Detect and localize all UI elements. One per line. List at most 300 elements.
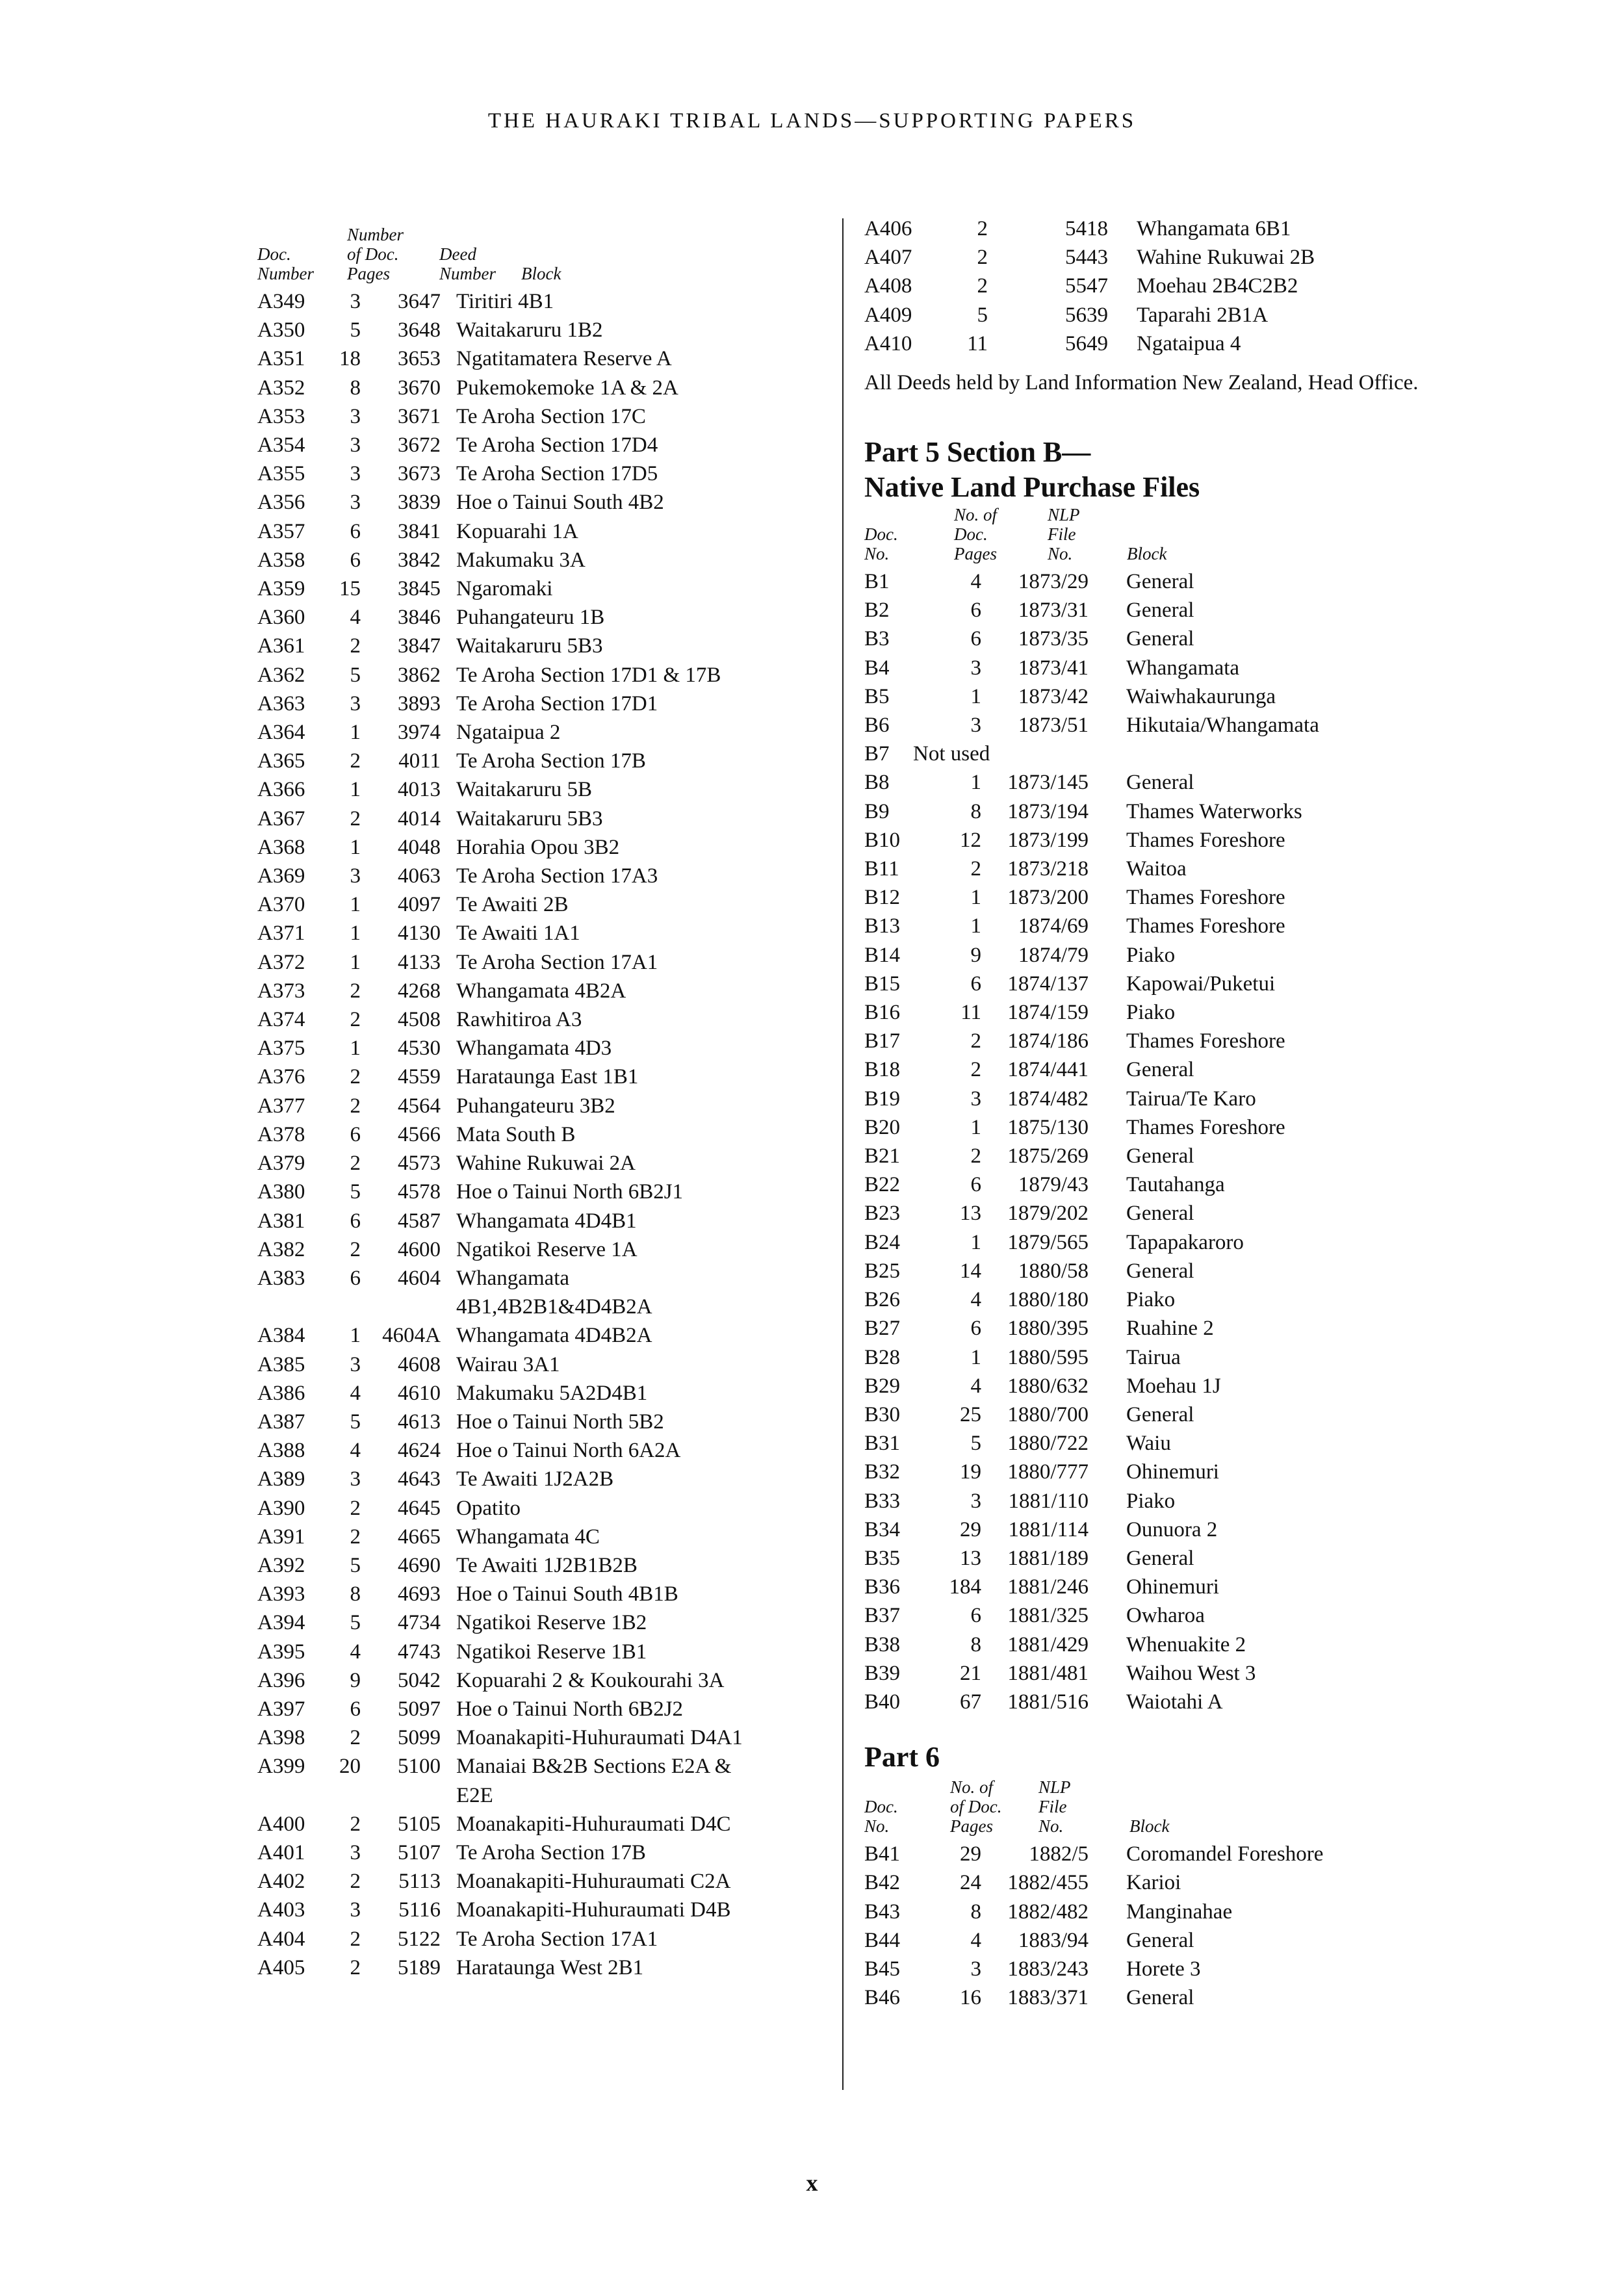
page-count: 8	[970, 1632, 981, 1656]
block-name: Waitakaruru 5B3	[456, 634, 603, 658]
table-row	[257, 1120, 829, 1149]
left-column	[257, 214, 829, 1982]
page-count: 1	[970, 1230, 981, 1254]
table-row	[257, 1925, 829, 1953]
file-number: 4559	[398, 1065, 441, 1089]
file-number: 5099	[398, 1726, 441, 1750]
file-number: 1881/189	[1007, 1546, 1089, 1570]
doc-number: B7	[864, 742, 890, 766]
doc-number: B46	[864, 1986, 901, 2010]
doc-number: A397	[257, 1697, 305, 1721]
page-count: 6	[970, 627, 981, 651]
doc-number: A392	[257, 1553, 305, 1577]
block-name: Te Aroha Section 17D5	[456, 462, 658, 486]
file-number: 5547	[1065, 274, 1108, 298]
page-count: 3	[970, 656, 981, 680]
page-count: 4	[970, 1288, 981, 1312]
file-number: 1880/595	[1007, 1345, 1089, 1369]
page-count: 1	[970, 1345, 981, 1369]
table-row	[257, 689, 829, 718]
page-count: 1	[350, 1324, 361, 1348]
file-number: 4573	[398, 1152, 441, 1176]
file-number: 1874/186	[1007, 1029, 1089, 1053]
page-count: 4	[970, 570, 981, 594]
doc-number: B39	[864, 1661, 901, 1685]
file-number: 4624	[398, 1439, 441, 1463]
page-count: 1	[350, 835, 361, 859]
block-name: Ruahine 2	[1126, 1317, 1214, 1341]
block-name: Makumaku 5A2D4B1	[456, 1381, 648, 1405]
doc-number: B19	[864, 1087, 901, 1111]
table-row	[864, 1285, 1462, 1314]
table-row	[864, 1630, 1462, 1659]
doc-number: A373	[257, 979, 305, 1003]
block-name: General	[1126, 1259, 1194, 1283]
file-number: 4014	[398, 806, 441, 831]
block-name: Thames Waterworks	[1126, 799, 1302, 823]
table-row	[864, 740, 1462, 768]
block-name: Waiwhakaurunga	[1126, 684, 1276, 708]
page-count: 8	[350, 1582, 361, 1606]
page-count: 8	[350, 376, 361, 400]
block-name: Wairau 3A1	[456, 1352, 560, 1376]
page-count: 3	[970, 714, 981, 738]
file-number: 1874/79	[1018, 943, 1089, 967]
file-number: 3893	[398, 691, 441, 715]
table-row	[257, 661, 829, 689]
page-count: 2	[350, 1152, 361, 1176]
file-number: 3842	[398, 548, 441, 572]
table-row	[257, 1723, 829, 1752]
page-count: 29	[960, 1517, 981, 1541]
block-name: Ngatikoi Reserve 1B2	[456, 1611, 647, 1635]
block-name: Piako	[1126, 943, 1176, 967]
header-nlp-file: NLP File No.	[1048, 505, 1080, 564]
doc-number: B6	[864, 714, 890, 738]
doc-number: B30	[864, 1402, 901, 1426]
table-row	[864, 711, 1462, 740]
page-count: 3	[350, 462, 361, 486]
page-count: 2	[350, 1237, 361, 1261]
file-number: 1883/94	[1018, 1928, 1089, 1952]
doc-number: B28	[864, 1345, 901, 1369]
file-number: 4133	[398, 950, 441, 974]
table-row	[257, 718, 829, 747]
block-name: Harataunga East 1B1	[456, 1065, 639, 1089]
table-row	[257, 805, 829, 833]
page-count: 1	[350, 721, 361, 745]
page-count: 2	[350, 1008, 361, 1032]
table-row	[257, 459, 829, 488]
doc-number: A349	[257, 290, 305, 313]
file-number: 4011	[398, 749, 441, 773]
doc-number: A383	[257, 1266, 305, 1290]
file-number: 3673	[398, 462, 441, 486]
block-name: Thames Foreshore	[1126, 914, 1285, 938]
doc-number: B31	[864, 1432, 901, 1456]
page-count: 6	[970, 599, 981, 623]
block-name: Ngatikoi Reserve 1A	[456, 1237, 638, 1261]
doc-number: A378	[257, 1122, 305, 1146]
part5-title-line1: Part 5 Section B—	[864, 436, 1091, 469]
file-number: 4048	[398, 835, 441, 859]
table-row	[864, 912, 1462, 940]
file-number: 5122	[398, 1927, 441, 1951]
table-row	[864, 1458, 1462, 1486]
page-count: 13	[960, 1546, 981, 1570]
page-count: 1	[350, 1037, 361, 1061]
block-name: Coromandel Foreshore	[1126, 1842, 1324, 1866]
page-count: 2	[350, 1065, 361, 1089]
doc-number: B45	[864, 1957, 901, 1981]
page-count: 5	[350, 1553, 361, 1577]
page-count: 5	[977, 303, 988, 327]
doc-number: A410	[864, 331, 912, 355]
file-number: 5100	[398, 1755, 441, 1779]
doc-number: A367	[257, 806, 305, 831]
file-number: 1879/565	[1007, 1230, 1089, 1254]
page-count: 12	[960, 828, 981, 852]
header-doc-pages: No. of Doc. Pages	[954, 505, 998, 564]
page-count: 21	[960, 1661, 981, 1685]
doc-number: B9	[864, 799, 890, 823]
file-number: 1880/395	[1007, 1317, 1089, 1341]
page-count: 184	[949, 1575, 981, 1599]
page-count: 19	[960, 1460, 981, 1484]
deeds-note: All Deeds held by Land Information New Zealand, Head Office.	[864, 371, 1419, 395]
page-count: 1	[970, 914, 981, 938]
file-number: 1880/58	[1018, 1259, 1089, 1283]
block-name: Wahine Rukuwai 2B	[1137, 246, 1315, 270]
table-row	[257, 574, 829, 603]
table-row	[257, 374, 829, 402]
block-name: Kopuarahi 1A	[456, 519, 578, 543]
table-row	[864, 1055, 1462, 1084]
table-row	[864, 1983, 1462, 2012]
table-row	[864, 1085, 1462, 1113]
doc-number: A393	[257, 1582, 305, 1606]
doc-number: A369	[257, 864, 305, 888]
block-name: Moanakapiti-Huhuraumati C2A	[456, 1870, 731, 1894]
block-name: Taparahi 2B1A	[1137, 303, 1269, 327]
file-number: 3974	[398, 721, 441, 745]
page-count: 6	[350, 519, 361, 543]
file-number: 1879/202	[1007, 1202, 1089, 1226]
doc-number: B5	[864, 684, 890, 708]
page-count: 18	[339, 347, 361, 371]
file-number: 4013	[398, 778, 441, 802]
file-number: 4693	[398, 1582, 441, 1606]
page-count: 2	[350, 1525, 361, 1549]
doc-number: B38	[864, 1632, 901, 1656]
page-count: 15	[339, 577, 361, 601]
block-name: Puhangateuru 1B	[456, 606, 605, 630]
table-row	[257, 1436, 829, 1465]
page-count: 3	[350, 491, 361, 515]
doc-number: B40	[864, 1690, 901, 1714]
table-row	[257, 1034, 829, 1063]
block-name: Whangamata 4C	[456, 1525, 600, 1549]
page-count: 5	[350, 1410, 361, 1434]
block-name: Waitakaruru 5B	[456, 778, 593, 802]
doc-number: A387	[257, 1410, 305, 1434]
block-name: Horete 3	[1126, 1957, 1201, 1981]
file-number: 5639	[1065, 303, 1108, 327]
doc-number: A405	[257, 1955, 305, 1979]
block-name: Whangamata 4D4B1	[456, 1209, 637, 1233]
table-row	[864, 1228, 1462, 1257]
file-number: 4604	[398, 1266, 441, 1290]
file-number: 1874/69	[1018, 914, 1089, 938]
doc-number: A353	[257, 404, 305, 428]
page-count: 8	[970, 799, 981, 823]
table-row	[864, 1544, 1462, 1573]
file-number: 4604A	[382, 1324, 441, 1348]
page-count: 3	[970, 1087, 981, 1111]
file-number: 1881/325	[1007, 1604, 1089, 1628]
file-number: 4743	[398, 1640, 441, 1664]
page-count: 5	[350, 663, 361, 687]
page-count: 2	[350, 1870, 361, 1894]
file-number: 4608	[398, 1352, 441, 1376]
doc-number: A371	[257, 921, 305, 946]
doc-number: B15	[864, 972, 901, 996]
table-row	[257, 546, 829, 574]
doc-number: B24	[864, 1230, 901, 1254]
doc-number: B3	[864, 627, 890, 651]
doc-number: A409	[864, 303, 912, 327]
doc-number: B2	[864, 599, 890, 623]
page-count: 2	[350, 1955, 361, 1979]
page-count: 2	[350, 1726, 361, 1750]
file-number: 1879/43	[1018, 1173, 1089, 1197]
page-count: 3	[350, 433, 361, 457]
block-name: Horahia Opou 3B2	[456, 835, 620, 859]
table-row	[257, 488, 829, 517]
header-doc-no: Doc. No.	[864, 1797, 898, 1836]
block-name: Te Aroha Section 17A1	[456, 1927, 658, 1951]
page-count: 2	[350, 1094, 361, 1118]
block-name: Te Aroha Section 17D1 & 17B	[456, 663, 721, 687]
doc-number: B11	[864, 857, 899, 881]
doc-number: A407	[864, 246, 912, 270]
file-number: 4578	[398, 1180, 441, 1204]
block-name: General	[1126, 1058, 1194, 1082]
page-count: 2	[977, 246, 988, 270]
block-name: General	[1126, 1202, 1194, 1226]
file-number: 5116	[398, 1898, 441, 1922]
doc-number: A350	[257, 318, 305, 342]
doc-number: A386	[257, 1381, 305, 1405]
file-number: 4645	[398, 1496, 441, 1520]
page-count: 2	[977, 274, 988, 298]
doc-number: A368	[257, 835, 305, 859]
doc-number: B12	[864, 886, 901, 910]
page-count: 3	[350, 1467, 361, 1491]
table-row	[864, 768, 1462, 797]
block-name: Te Aroha Section 17C	[456, 404, 646, 428]
column-divider	[842, 218, 844, 2090]
file-number: 4587	[398, 1209, 441, 1233]
doc-number: A360	[257, 606, 305, 630]
file-number: 1875/130	[1007, 1115, 1089, 1139]
doc-number: B1	[864, 570, 890, 594]
doc-number: A379	[257, 1152, 305, 1176]
file-number: 3653	[398, 347, 441, 371]
doc-number: A372	[257, 950, 305, 974]
file-number: 3845	[398, 577, 441, 601]
block-name: General	[1126, 771, 1194, 795]
table-row	[257, 1896, 829, 1924]
table-row	[864, 826, 1462, 855]
block-name: Waihou West 3	[1126, 1661, 1256, 1685]
doc-number: A376	[257, 1065, 305, 1089]
table-row	[257, 890, 829, 919]
page-count: 29	[960, 1842, 981, 1866]
table-row	[864, 243, 1462, 272]
table-row	[864, 1840, 1462, 1868]
block-name: Hikutaia/Whangamata	[1126, 714, 1319, 738]
file-number: 4063	[398, 864, 441, 888]
part6-title: Part 6	[864, 1741, 940, 1773]
header-block: Block	[1129, 1816, 1170, 1836]
file-number: 1873/29	[1018, 570, 1089, 594]
page-count: 6	[350, 1697, 361, 1721]
header-doc-number: Doc. Number	[257, 244, 314, 283]
doc-number: B16	[864, 1001, 901, 1025]
page-count: 6	[970, 1317, 981, 1341]
file-number: 4566	[398, 1122, 441, 1146]
table-row	[257, 833, 829, 862]
file-number: 1881/114	[1008, 1517, 1089, 1541]
doc-number: A394	[257, 1611, 305, 1635]
page-count: 5	[970, 1432, 981, 1456]
file-number: 1882/482	[1007, 1900, 1089, 1924]
table-row	[864, 1372, 1462, 1400]
block-name: Te Awaiti 1J2B1B2B	[456, 1553, 638, 1577]
page-count: 2	[977, 217, 988, 240]
page-count: 4	[350, 1381, 361, 1405]
page-count: 3	[350, 1840, 361, 1864]
doc-number: A390	[257, 1496, 305, 1520]
block-name: Moanakapiti-Huhuraumati D4A1	[456, 1726, 743, 1750]
table-row	[257, 1666, 829, 1695]
doc-number: A365	[257, 749, 305, 773]
table-row	[257, 1408, 829, 1436]
doc-number: A400	[257, 1812, 305, 1836]
doc-number: A402	[257, 1870, 305, 1894]
table-row	[864, 998, 1462, 1027]
doc-number: B41	[864, 1842, 901, 1866]
page-count: 1	[970, 886, 981, 910]
block-name: Te Aroha Section 17A1	[456, 950, 658, 974]
block-name: Moehau 2B4C2B2	[1137, 274, 1298, 298]
table-row	[864, 214, 1462, 243]
file-number: 1880/777	[1007, 1460, 1089, 1484]
table-row	[864, 1199, 1462, 1228]
doc-number: A380	[257, 1180, 305, 1204]
doc-number: A401	[257, 1840, 305, 1864]
file-number: 3839	[398, 491, 441, 515]
block-name: Ngataipua 4	[1137, 331, 1241, 355]
file-number: 1883/371	[1007, 1986, 1089, 2010]
page-number: x	[806, 2170, 818, 2196]
file-number: 1873/200	[1007, 886, 1089, 910]
block-name: Tairua	[1126, 1345, 1181, 1369]
file-number: 4643	[398, 1467, 441, 1491]
block-name: Te Awaiti 2B	[456, 893, 569, 917]
doc-number: A403	[257, 1898, 305, 1922]
table-row	[257, 431, 829, 459]
file-number: 5189	[398, 1955, 441, 1979]
file-number: 3648	[398, 318, 441, 342]
doc-number: B37	[864, 1604, 901, 1628]
page-count: 20	[339, 1755, 361, 1779]
table-row	[257, 919, 829, 947]
page-count: 2	[350, 806, 361, 831]
table-row	[864, 797, 1462, 826]
table-row	[864, 682, 1462, 711]
page-count: 1	[970, 771, 981, 795]
doc-number: A359	[257, 577, 305, 601]
running-header: THE HAURAKI TRIBAL LANDS—SUPPORTING PAPERS	[487, 109, 1137, 133]
table-row	[864, 883, 1462, 912]
table-row	[257, 344, 829, 373]
block-name: Hoe o Tainui South 4B1B	[456, 1582, 678, 1606]
block-name: Karioi	[1126, 1871, 1181, 1895]
page-count: 3	[970, 1957, 981, 1981]
block-name: Piako	[1126, 1288, 1176, 1312]
table-row	[864, 1314, 1462, 1343]
file-number: 4600	[398, 1237, 441, 1261]
block-name: Ngatikoi Reserve 1B1	[456, 1640, 647, 1664]
table-row	[864, 1955, 1462, 1983]
page-count: 3	[350, 691, 361, 715]
page-count: 6	[350, 1122, 361, 1146]
doc-number: B10	[864, 828, 901, 852]
header-deed-number: Deed Number	[439, 244, 496, 283]
doc-number: B22	[864, 1173, 901, 1197]
page-count: 11	[967, 331, 988, 355]
file-number: 4268	[398, 979, 441, 1003]
block-name: Kopuarahi 2 & Koukourahi 3A	[456, 1668, 725, 1692]
table-row	[257, 977, 829, 1005]
page-count: 3	[350, 1898, 361, 1922]
block-name: Ngataipua 2	[456, 721, 561, 745]
table-row	[257, 1149, 829, 1178]
page-count: 1	[350, 778, 361, 802]
table-row	[864, 329, 1462, 358]
doc-number: A354	[257, 433, 305, 457]
block-name: Owharoa	[1126, 1604, 1205, 1628]
doc-number: B29	[864, 1374, 901, 1398]
page-count: 67	[960, 1690, 981, 1714]
file-number: 3672	[398, 433, 441, 457]
table-row	[864, 272, 1462, 300]
block-name: Whenuakite 2	[1126, 1632, 1246, 1656]
file-number: 4690	[398, 1553, 441, 1577]
block-name: Hoe o Tainui North 5B2	[456, 1410, 664, 1434]
block-name: Whangamata	[1126, 656, 1240, 680]
page-count: 3	[350, 290, 361, 313]
page-count: 4	[350, 1439, 361, 1463]
block-name: Thames Foreshore	[1126, 1115, 1285, 1139]
block-name: Waiotahi A	[1126, 1690, 1223, 1714]
page-count: 1	[350, 950, 361, 974]
doc-number: B33	[864, 1489, 901, 1513]
doc-number: B13	[864, 914, 901, 938]
table-row	[257, 1523, 829, 1551]
